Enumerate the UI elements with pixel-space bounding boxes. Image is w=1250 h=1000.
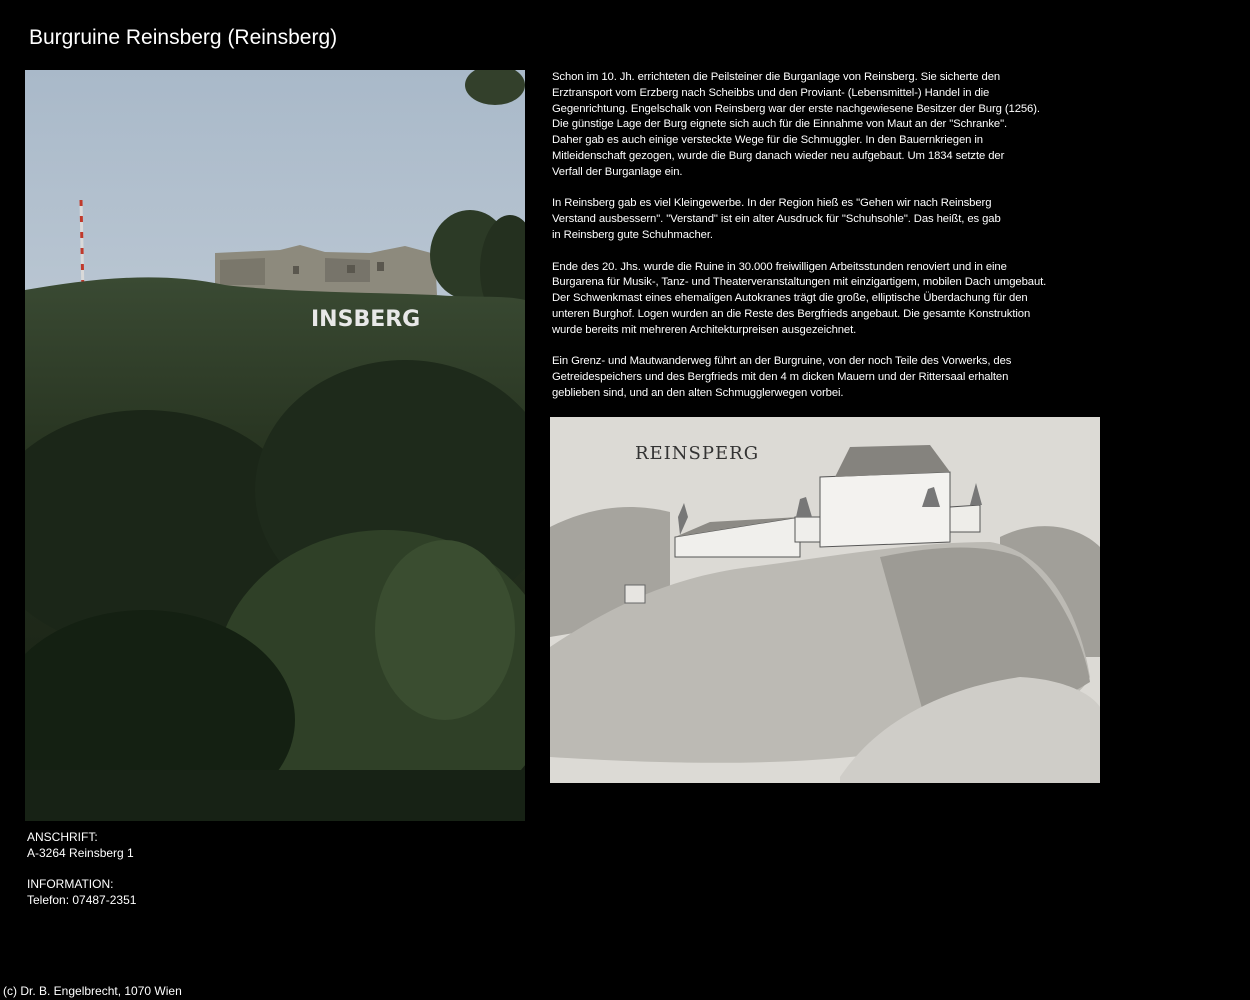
address-value: A-3264 Reinsberg 1	[27, 845, 134, 860]
page-title: Burgruine Reinsberg (Reinsberg)	[29, 26, 338, 49]
spacer	[27, 862, 136, 878]
hill-sign-text: INSBERG	[311, 307, 421, 332]
phone-number: Telefon: 07487-2351	[27, 893, 137, 908]
castle-ruin-photo	[25, 70, 525, 821]
copyright-footer: (c) Dr. B. Engelbrecht, 1070 Wien	[3, 984, 182, 998]
engraving-caption: REINSPERG	[635, 443, 760, 464]
historic-engraving	[550, 417, 1100, 783]
description-paragraph: In Reinsberg gab es viel Kleingewerbe. In der Region hieß es "Gehen wir nach Reinsberg Verstand ausbessern". "Verstand" ist ein alter Ausdruck für "Schuhsohle". Das heißt, es gab in Reinsberg gute Schuhmacher.	[552, 197, 1001, 241]
information-label: INFORMATION:	[27, 877, 114, 892]
address-block	[27, 830, 136, 909]
castle-description	[552, 70, 1097, 418]
address-label: ANSCHRIFT:	[27, 830, 98, 844]
description-paragraph: Ein Grenz- und Mautwanderweg führt an der Burgruine, von der noch Teile des Vorwerks, des Getreidespeichers und des Bergfrieds mit den 4 m dicken Mauern und der Rittersaal erhalten geblieben sind, und an den alten Schmugglerwegen vorbei.	[552, 355, 1012, 399]
description-paragraph: Schon im 10. Jh. errichteten die Peilsteiner die Burganlage von Reinsberg. Sie sicherte den Erztransport vom Erzberg nach Scheibbs und den Proviant- (Lebensmittel-) Handel in die Gegenrichtung. Engelschalk von Reinsberg war der erste nachgewiesene Besitzer der Burg (1256). Die günstige Lage der Burg eignete sich auch für die Einnahme von Maut an der "Schranke". Daher gab es auch einige versteckte Wege für die Schmuggler. In den Bauernkriegen in Mitleidenschaft gezogen, wurde die Burg danach wieder neu aufgebaut. Um 1834 setzte der Verfall der Burganlage ein.	[552, 71, 1040, 178]
description-paragraph: Ende des 20. Jhs. wurde die Ruine in 30.000 freiwilligen Arbeitsstunden renoviert und in eine Burgarena für Musik-, Tanz- und Theaterveranstaltungen mit einzigartigem, mobilen Dach umgebaut. Der Schwenkmast eines ehemaligen Autokranes trägt die große, elliptische Überdachung für den unteren Burghof. Logen wurden an die Reste des Bergfrieds angebaut. Die gesamte Konstruktion wurde bereits mit mehreren Architekturpreisen ausgezeichnet.	[552, 260, 1047, 336]
